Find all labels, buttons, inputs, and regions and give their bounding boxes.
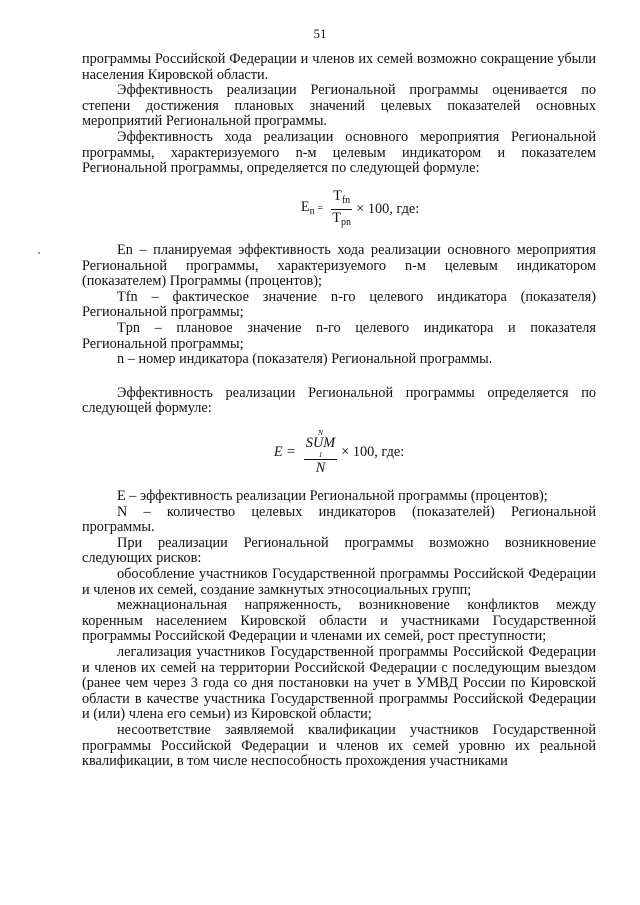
definition-n-count: N – количество целевых индикаторов (показателей) Региональной программы. [82,503,596,536]
risk-ethnic-tension: межнациональная напряженность, возникновение конфликтов между коренным населением Кировской области и участниками Государственной программы Российской Федерации и членами их семей, рост преступности; [82,597,596,645]
margin-mark [38,252,40,254]
paragraph-efficiency-progress: Эффективность хода реализации основного мероприятия Региональной программы, характеризуемого n-м целевым индикатором и показателем Региональной программы, определяется по следующей формуле: [82,128,596,177]
paragraph-program-efficiency: Эффективность реализации Региональной программы определяется по следующей формуле: [82,384,596,417]
paragraph-continuation: программы Российской Федерации и членов их семей возможно сокращение убыли населения Кировской области. [82,51,596,83]
spacer [82,368,596,386]
paragraph-efficiency-assessment: Эффективность реализации Региональной программы оценивается по степени достижения плановых значений целевых показателей основных мероприятий Региональной программы. [82,82,596,130]
formula-e [82,429,596,477]
definition-n: n – номер индикатора (показателя) Региональной программы. [117,351,493,368]
formula-en-numerator: $T_{fn}$ [333,187,351,206]
formula-e-fraction [304,429,337,477]
paragraph-risks-intro: При реализации Региональной программы возможно возникновение следующих рисков: [82,534,596,567]
definition-e: E – эффективность реализации Региональной программы (процентов); [117,488,548,505]
formula-e-lhs: E = [273,444,296,461]
definition-tpn: Tpn – плановое значение n-го целевого индикатора и показателя Региональной программы; [82,319,596,352]
formula-e-tail: × 100, где: [341,444,405,461]
definition-tfn: Tfn – фактическое значение n-го целевого индикатора (показателя) Региональной программы; [82,288,596,321]
formula-en-lhs: $E_n$ = [300,199,324,218]
document-body [82,52,596,770]
formula-en-tail: × 100, где: [356,201,420,218]
sum-lower-limit: 1 [318,450,323,460]
risk-qualification: несоответствие заявляемой квалификации участников Государственной программы Российской Федерации и членов их семей уровню их реальной квалификации, в том числе неспособность прохождения участниками [82,721,596,770]
sum-upper-limit: N [317,427,323,437]
risk-isolation: обособление участников Государственной программы Российской Федерации и членов их семей, создание замкнутых этносоциальных групп; [82,566,596,598]
formula-en-denominator: $T_{pn}$ [332,210,352,229]
formula-en-fraction [331,189,352,231]
formula-en [124,189,596,231]
formula-e-numerator [304,429,337,460]
page-number: 51 [313,26,327,41]
formula-e-denominator: N [315,460,326,477]
definition-en: En – планируемая эффективность хода реализации основного мероприятия Региональной программы, характеризуемого n-м целевым индикатором (показателем) Программы (процентов); [82,241,596,290]
risk-legalization: легализация участников Государственной программы Российской Федерации и членов их семей на территории Российской Федерации с последующим выездом (ранее чем через 3 года со дня постановки на учет в УМВД России по Кировской области в качестве участника Государственной программы Российской Федерации и (или) члена его семьи) из Кировской области; [82,644,596,723]
sum-symbol: SUM [305,434,336,451]
